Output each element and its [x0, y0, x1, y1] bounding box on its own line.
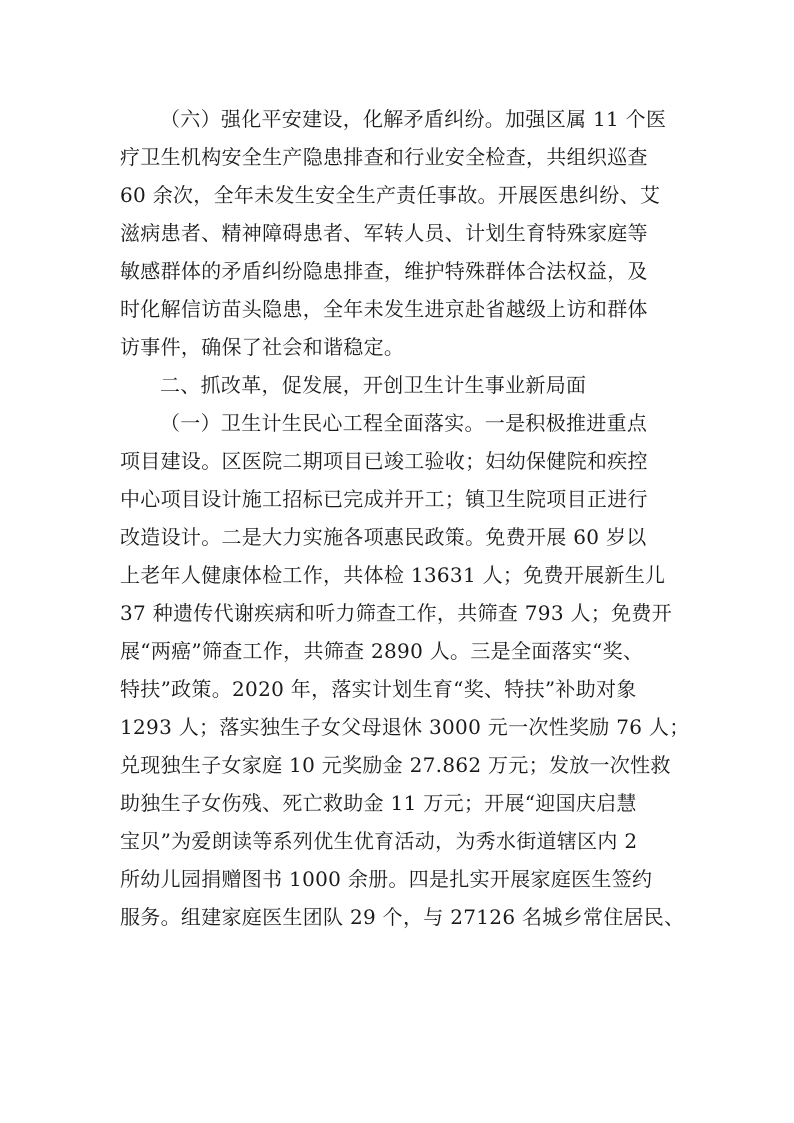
section-heading: 二、抓改革，促发展，开创卫生计生事业新局面 [160, 373, 587, 397]
paragraph-line: 服务。组建家庭医生团队 29 个，与 27126 名城乡常住居民、 [120, 905, 685, 929]
paragraph-line: 滋病患者、精神障碍患者、军转人员、计划生育特殊家庭等 [120, 221, 648, 245]
paragraph-line: 敏感群体的矛盾纠纷隐患排查，维护特殊群体合法权益，及 [120, 259, 648, 283]
paragraph-line: 助独生子女伤残、死亡救助金 11 万元；开展“迎国庆启慧 [120, 791, 637, 815]
paragraph-line: 改造设计。二是大力实施各项惠民政策。免费开展 60 岁以 [120, 525, 647, 549]
paragraph-line: 中心项目设计施工招标已完成并开工；镇卫生院项目正进行 [120, 487, 648, 511]
paragraph-line: （六）强化平安建设，化解矛盾纠纷。加强区属 11 个医 [160, 107, 667, 131]
paragraph-line: 访事件，确保了社会和谐稳定。 [120, 335, 405, 359]
paragraph-line: 上老年人健康体检工作，共体检 13631 人；免费开展新生儿 [120, 563, 666, 587]
paragraph-line: 所幼儿园捐赠图书 1000 余册。四是扎实开展家庭医生签约 [120, 867, 653, 891]
paragraph-line: 1293 人；落实独生子女父母退休 3000 元一次性奖励 76 人； [120, 715, 690, 739]
paragraph-line: 60 余次，全年未发生安全生产责任事故。开展医患纠纷、艾 [120, 183, 661, 207]
paragraph-line: 时化解信访苗头隐患，全年未发生进京赴省越级上访和群体 [120, 297, 648, 321]
paragraph-line: 项目建设。区医院二期项目已竣工验收；妇幼保健院和疾控 [120, 449, 648, 473]
paragraph-line: （一）卫生计生民心工程全面落实。一是积极推进重点 [160, 411, 648, 435]
paragraph-line: 兑现独生子女家庭 10 元奖励金 27.862 万元；发放一次性救 [120, 753, 671, 777]
paragraph-line: 37 种遗传代谢疾病和听力筛查工作，共筛查 793 人；免费开 [120, 601, 672, 625]
paragraph-line: 特扶”政策。2020 年，落实计划生育“奖、特扶”补助对象 [120, 677, 637, 701]
paragraph-line: 宝贝”为爱朗读等系列优生优育活动，为秀水街道辖区内 2 [120, 829, 638, 853]
paragraph-line: 疗卫生机构安全生产隐患排查和行业安全检查，共组织巡查 [120, 145, 648, 169]
paragraph-line: 展“两癌”筛查工作，共筛查 2890 人。三是全面落实“奖、 [120, 639, 644, 663]
